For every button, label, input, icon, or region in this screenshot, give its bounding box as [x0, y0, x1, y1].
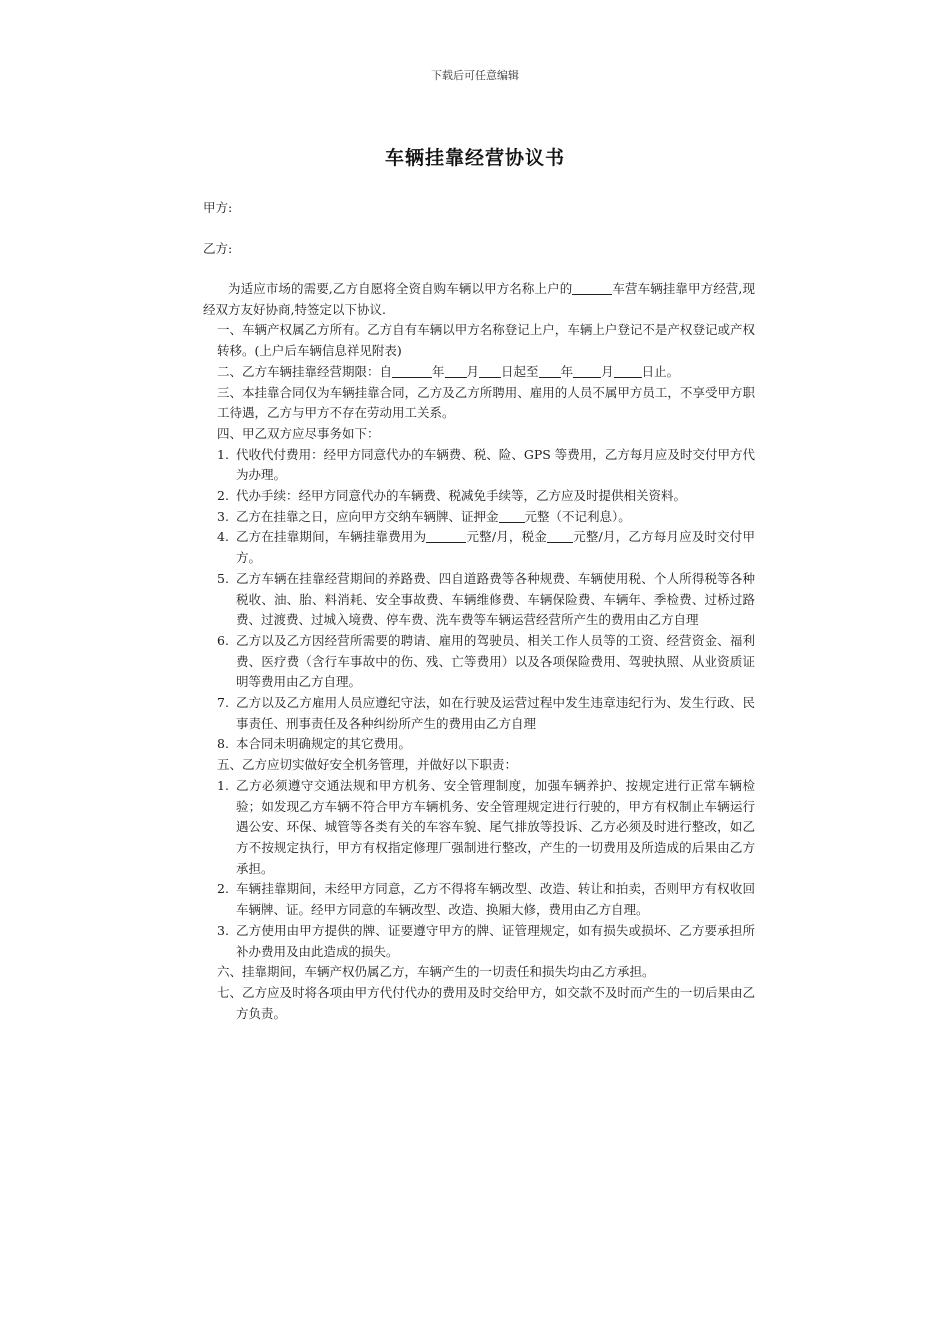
item-number: 3.	[217, 922, 229, 938]
section-4-item-4	[203, 527, 755, 568]
section-7	[203, 983, 755, 1024]
item-number: 8.	[217, 736, 229, 752]
item-number: 2.	[217, 488, 229, 504]
item-number: 5.	[217, 570, 229, 586]
item-text: 元整/月，乙方每月应及时交付甲方。	[236, 529, 755, 566]
blank-field	[614, 363, 642, 378]
preamble-text-1: 为适应市场的需要,乙方自愿将全资自购车辆以甲方名称上户的	[228, 281, 573, 296]
blank-field	[479, 363, 501, 378]
blank-field	[499, 508, 525, 523]
item-number: 2.	[217, 881, 229, 897]
section-4-item-6	[203, 631, 755, 693]
preamble-paragraph	[203, 279, 755, 320]
section-5-item-2	[203, 879, 755, 920]
item-text: 乙方以及乙方因经营所需要的聘请、雇用的驾驶员、相关工作人员等的工资、经营资金、福利费、医疗费（含行车事故中的伤、残、亡等费用）以及各项保险费用、驾驶执照、从业资质证明等费用由乙方自理。	[236, 632, 755, 690]
term-text: 月	[601, 363, 614, 379]
item-text: 乙方在挂靠之日，应向甲方交纳车辆牌、证押金	[236, 508, 499, 524]
item-number: 1.	[217, 777, 229, 793]
blank-field	[539, 363, 561, 378]
item-number: 1.	[217, 446, 229, 462]
section-6: 六、挂靠期间，车辆产权仍属乙方，车辆产生的一切责任和损失均由乙方承担。	[217, 964, 655, 980]
item-text: 元整/月，税金	[466, 529, 547, 545]
item-number: 3.	[217, 508, 229, 524]
item-text: 乙方以及乙方雇用人员应遵纪守法，如在行驶及运营过程中发生违章违纪行为、发生行政、民事责任、刑事责任及各种纠纷所产生的费用由乙方自理	[236, 695, 755, 731]
section-4-item-2	[203, 486, 755, 507]
section-5-item-3	[203, 921, 755, 962]
party-a-label: 甲方:	[203, 200, 233, 215]
blank-field	[445, 363, 467, 378]
term-text: 月	[466, 363, 480, 379]
blank-field	[573, 363, 601, 378]
term-text: 日起至	[501, 363, 539, 379]
blank-field	[392, 363, 432, 378]
item-text: 车辆挂靠期间，未经甲方同意，乙方不得将车辆改型、改造、转让和拍卖，否则甲方有权收回车辆牌、证。经甲方同意的车辆改型、改造、换厢大修，费用由乙方自理。	[236, 881, 755, 918]
section-7-text: 七、乙方应及时将各项由甲方代付代办的费用及时交给甲方，如交款不及时而产生的一切后果由乙方负责。	[217, 984, 755, 1021]
item-text: 元整（不记利息）。	[524, 508, 631, 524]
item-text: 代办手续：经甲方同意代办的车辆费、税减免手续等，乙方应及时提供相关资料。	[236, 488, 687, 504]
item-text: 本合同未明确规定的其它费用。	[236, 736, 412, 752]
blank-field	[547, 528, 573, 543]
section-5-item-1	[203, 776, 755, 880]
section-2	[203, 362, 755, 383]
preamble-text-2: 车营车辆挂靠甲方经营,现经双方友好协商,特签定以下协议.	[203, 281, 755, 317]
item-number: 4.	[217, 529, 229, 545]
item-text: 代收代付费用：经甲方同意代办的车辆费、税、险、GPS 等费用，乙方每月应及时交付甲方代为办理。	[236, 446, 755, 483]
section-3: 三、本挂靠合同仅为车辆挂靠合同，乙方及乙方所聘用、雇用的人员不属甲方员工，不享受甲方职工待遇，乙方与甲方不存在劳动用工关系。	[217, 384, 755, 421]
blank-field	[572, 280, 612, 295]
blank-field	[426, 528, 466, 543]
section-4-item-8	[203, 734, 755, 755]
party-b-label: 乙方:	[203, 241, 233, 256]
term-text: 二、乙方车辆挂靠经营期限：自	[217, 363, 393, 379]
agreement-body	[203, 279, 755, 1024]
section-4-heading: 四、甲乙双方应尽事务如下：	[217, 425, 380, 441]
document-title: 车辆挂靠经营协议书	[384, 147, 565, 169]
section-4-item-1	[203, 445, 755, 486]
term-text: 年	[432, 363, 445, 379]
item-number: 7.	[217, 695, 229, 711]
term-text: 日止。	[641, 363, 680, 379]
section-4-item-3	[203, 507, 755, 528]
header-note: 下载后可任意编辑	[431, 69, 519, 82]
item-text: 乙方必须遵守交通法规和甲方机务、安全管理制度，加强车辆养护、按规定进行正常车辆检验；如发现乙方车辆不符合甲方车辆机务、安全管理规定进行行驶的，甲方有权制止车辆运行遇公安、环保、城管等各类有关的车容车貌、尾气排放等投诉、乙方必须及时进行整改，如乙方不按规定执行，甲方有权指定修理厂强制进行整改，产生的一切费用及所造成的后果由乙方承担。	[236, 777, 755, 876]
item-text: 乙方在挂靠期间，车辆挂靠费用为	[236, 529, 427, 545]
item-number: 6.	[217, 632, 229, 648]
section-1: 一、车辆产权属乙方所有。乙方自有车辆以甲方名称登记上户，车辆上户登记不是产权登记或产权转移。(上户后车辆信息祥见附表)	[217, 322, 755, 359]
section-4-item-7	[203, 693, 755, 734]
section-5-heading: 五、乙方应切实做好安全机务管理，并做好以下职责：	[217, 757, 518, 773]
item-text: 乙方使用由甲方提供的牌、证要遵守甲方的牌、证管理规定，如有损失或损坏、乙方要承担所补办费用及由此造成的损失。	[236, 922, 755, 959]
item-text: 乙方车辆在挂靠经营期间的养路费、四自道路费等各种规费、车辆使用税、个人所得税等各种税收、油、胎、料消耗、安全事故费、车辆维修费、车辆保险费、车辆年、季检费、过桥过路费、过渡费、过城入境费、停车费、洗车费等车辆运营经营所产生的费用由乙方自理	[236, 570, 755, 628]
section-4-item-5	[203, 569, 755, 631]
term-text: 年	[560, 363, 574, 379]
